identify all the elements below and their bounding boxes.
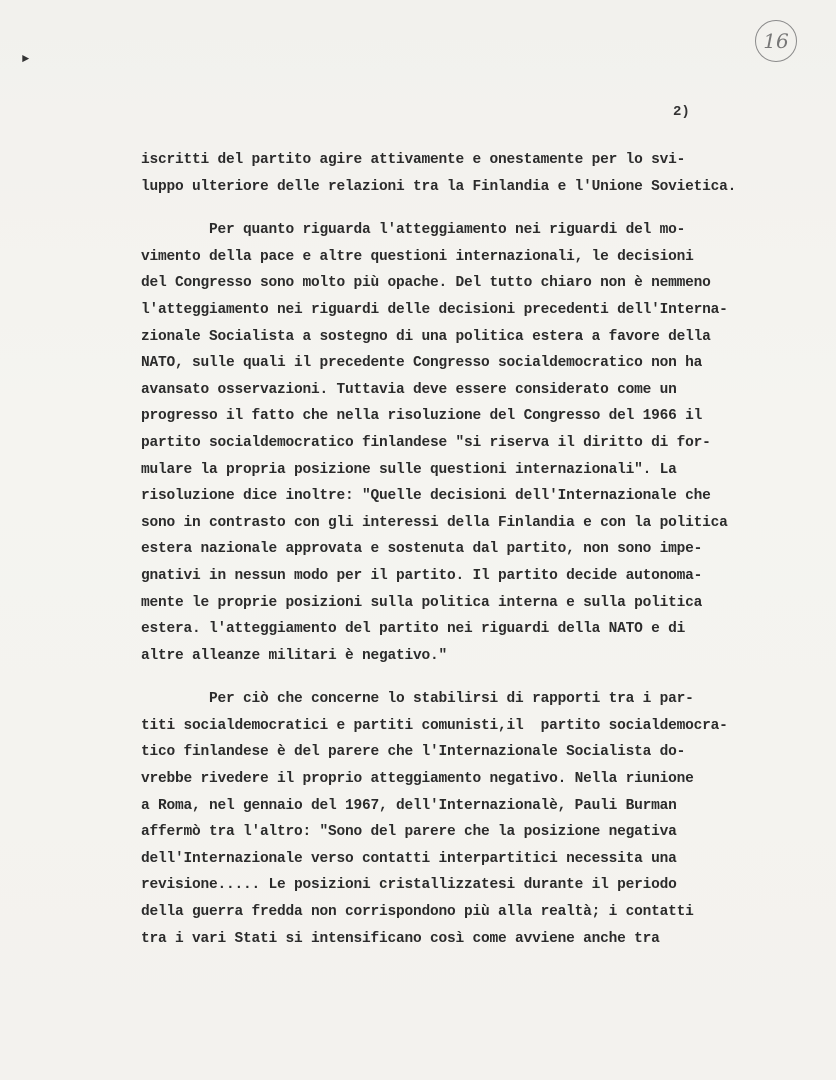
text-line: mente le proprie posizioni sulla politica interna e sulla politica	[141, 594, 703, 611]
text-line: l'atteggiamento nei riguardi delle decisioni precedenti dell'Interna-	[141, 301, 728, 318]
text-line: vimento della pace e altre questioni internazionali, le decisioni	[141, 248, 694, 265]
text-line: altre alleanze militari è negativo."	[141, 647, 448, 664]
page-stamp	[755, 20, 797, 62]
text-line: affermò tra l'altro: "Sono del parere che la posizione negativa	[141, 824, 677, 841]
text-line: partito socialdemocratico finlandese "si riserva il diritto di for-	[141, 434, 711, 451]
text-line: revisione..... Le posizioni cristallizzatesi durante il periodo	[141, 877, 677, 894]
text-line: dell'Internazionale verso contatti interpartitici necessita una	[141, 850, 677, 867]
corner-mark: ►	[22, 52, 30, 66]
text-line: sono in contrasto con gli interessi della Finlandia e con la politica	[141, 514, 728, 531]
page-number: 2)	[673, 104, 690, 120]
text-line: estera nazionale approvata e sostenuta dal partito, non sono impe-	[141, 541, 703, 558]
paragraph-gap	[141, 200, 829, 217]
text-line: mulare la propria posizione sulle questioni internazionali". La	[141, 461, 677, 478]
text-line: zionale Socialista a sostegno di una politica estera a favore della	[141, 328, 711, 345]
text-line: gnativi in nessun modo per il partito. Il partito decide autonoma-	[141, 567, 703, 584]
text-line: estera. l'atteggiamento del partito nei riguardi della NATO e di	[141, 621, 686, 638]
text-line: progresso il fatto che nella risoluzione del Congresso del 1966 il	[141, 408, 703, 425]
text-line: della guerra fredda non corrispondono più alla realtà; i contatti	[141, 904, 694, 921]
paragraph-gap	[141, 669, 829, 686]
text-line: a Roma, nel gennaio del 1967, dell'Internazionalè, Pauli Burman	[141, 797, 677, 814]
text-line: vrebbe rivedere il proprio atteggiamento negativo. Nella riunione	[141, 771, 694, 788]
text-line: NATO, sulle quali il precedente Congresso socialdemocratico non ha	[141, 355, 703, 372]
text-line: luppo ulteriore delle relazioni tra la Finlandia e l'Unione Sovietica.	[141, 178, 737, 195]
stamp-number: 16	[763, 29, 789, 53]
text-line: risoluzione dice inoltre: "Quelle decisioni dell'Internazionale che	[141, 488, 711, 505]
text-line: tico finlandese è del parere che l'Internazionale Socialista do-	[141, 744, 686, 761]
text-line: iscritti del partito agire attivamente e onestamente per lo svi-	[141, 152, 686, 168]
document-body	[141, 147, 829, 952]
text-line: Per quanto riguarda l'atteggiamento nei riguardi del mo-	[141, 222, 686, 239]
text-line: Per ciò che concerne lo stabilirsi di rapporti tra i par-	[141, 691, 694, 708]
text-line: avansato osservazioni. Tuttavia deve essere considerato come un	[141, 381, 677, 398]
text-line: del Congresso sono molto più opache. Del tutto chiaro non è nemmeno	[141, 275, 711, 292]
text-line: tra i vari Stati si intensificano così come avviene anche tra	[141, 930, 660, 947]
text-line: titi socialdemocratici e partiti comunisti,il partito socialdemocra-	[141, 717, 728, 734]
